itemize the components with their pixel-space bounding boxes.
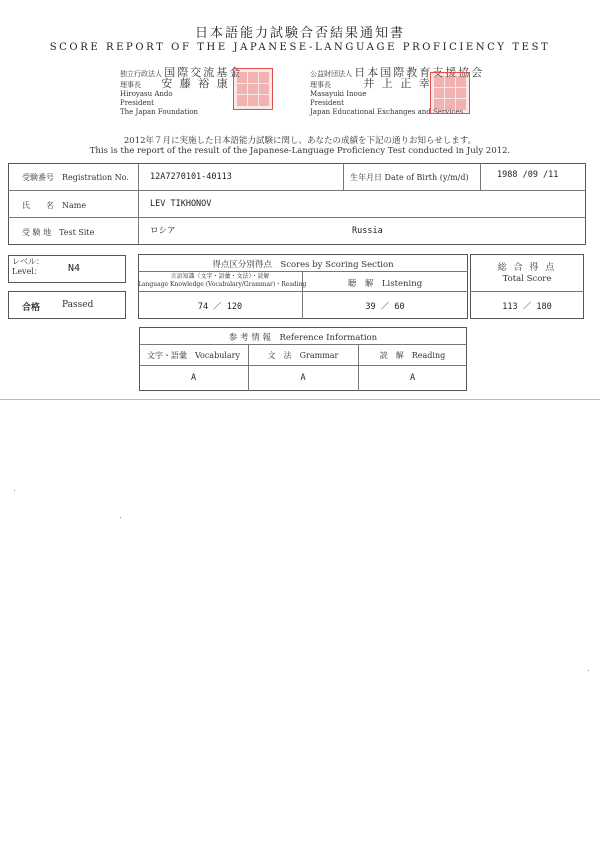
grammar-grade: A	[300, 373, 306, 383]
left-org: 国際交流基金	[164, 66, 243, 79]
right-org: 日本国際教育支援協会	[354, 66, 485, 79]
right-org-en: Japan Educational Exchanges and Services	[310, 108, 464, 116]
test-site-label: 受 験 地 Test Site	[22, 228, 95, 237]
level-label-ja: レベル：	[12, 257, 44, 266]
intro-ja: 2012年７月に実施した日本語能力試験に関し、あなたの成績を下記の通りお知らせします。	[123, 136, 477, 146]
lk-label-en: Language Knowledge (Vocabulary/Grammar)・Reading	[138, 281, 307, 288]
scan-speck	[588, 670, 589, 671]
right-role-ja: 理事長	[310, 81, 331, 89]
grammar-label: 文 法 Grammar	[267, 351, 339, 360]
total-label-ja: 総 合 得 点	[497, 263, 557, 273]
reference-title: 参 考 情 報 Reference Information	[228, 333, 378, 343]
name-label: 氏 名 Name	[22, 201, 87, 210]
lk-label	[138, 273, 307, 289]
reading-grade: A	[409, 373, 416, 383]
vocab-label: 文字・語彙 Vocabulary	[146, 351, 241, 360]
left-signatory	[120, 68, 242, 117]
document-title-en: SCORE REPORT OF THE JAPANESE-LANGUAGE PROFICIENCY TEST	[49, 42, 551, 53]
registration-number: 12A7270101-40113	[150, 172, 232, 182]
result-label-ja: 合格	[22, 303, 41, 313]
scan-fold-line	[0, 399, 600, 400]
dob-label: 生年月日 Date of Birth (y/m/d)	[350, 173, 469, 182]
intro-en: This is the report of the result of the Japanese-Language Proficiency Test conducted in July 2012.	[89, 146, 511, 156]
date-of-birth: 1988 /09 /11	[497, 170, 559, 180]
lk-score: 74 ／ 120	[197, 302, 243, 312]
vocab-grade: A	[190, 373, 197, 383]
scan-speck	[14, 490, 15, 491]
left-name-en: Hiroyasu Ando	[120, 90, 173, 98]
left-org-en: The Japan Foundation	[120, 108, 199, 116]
candidate-name: LEV TIKHONOV	[150, 199, 212, 209]
reading-label: 読 解 Reading	[379, 351, 446, 360]
lk-label-ja: 言語知識（文字・語彙・文法）・読解	[170, 273, 270, 280]
test-site-ja: ロシア	[150, 226, 176, 236]
level-label	[12, 257, 44, 277]
level-label-en: Level：	[12, 267, 42, 276]
left-role-ja: 理事長	[120, 81, 141, 89]
listening-score: 39 ／ 60	[365, 302, 405, 312]
test-site-en: Russia	[352, 226, 383, 236]
left-official-seal	[233, 68, 273, 110]
document-title-ja: 日本語能力試験合否結果通知書	[194, 26, 405, 41]
scores-section-title: 得点区分別得点 Scores by Scoring Section	[212, 260, 394, 270]
total-score: 113 ／ 180	[502, 302, 552, 312]
right-name-en: Masayuki Inoue	[310, 90, 367, 98]
result-label-en: Passed	[62, 300, 94, 310]
scan-speck	[120, 517, 121, 518]
left-org-type: 独立行政法人	[120, 70, 162, 78]
right-role-en: President	[310, 99, 344, 107]
total-label-en: Total Score	[502, 274, 552, 284]
left-role-en: President	[120, 99, 154, 107]
right-name-ja: 井 上 正 幸	[363, 77, 432, 90]
right-official-seal	[430, 72, 470, 114]
left-name-ja: 安 藤 裕 康	[161, 77, 230, 90]
registration-label: 受験番号 Registration No.	[22, 173, 129, 182]
level-value: N4	[68, 263, 81, 274]
right-org-type: 公益財団法人	[310, 70, 352, 78]
listening-label: 聴 解 Listening	[347, 279, 423, 289]
